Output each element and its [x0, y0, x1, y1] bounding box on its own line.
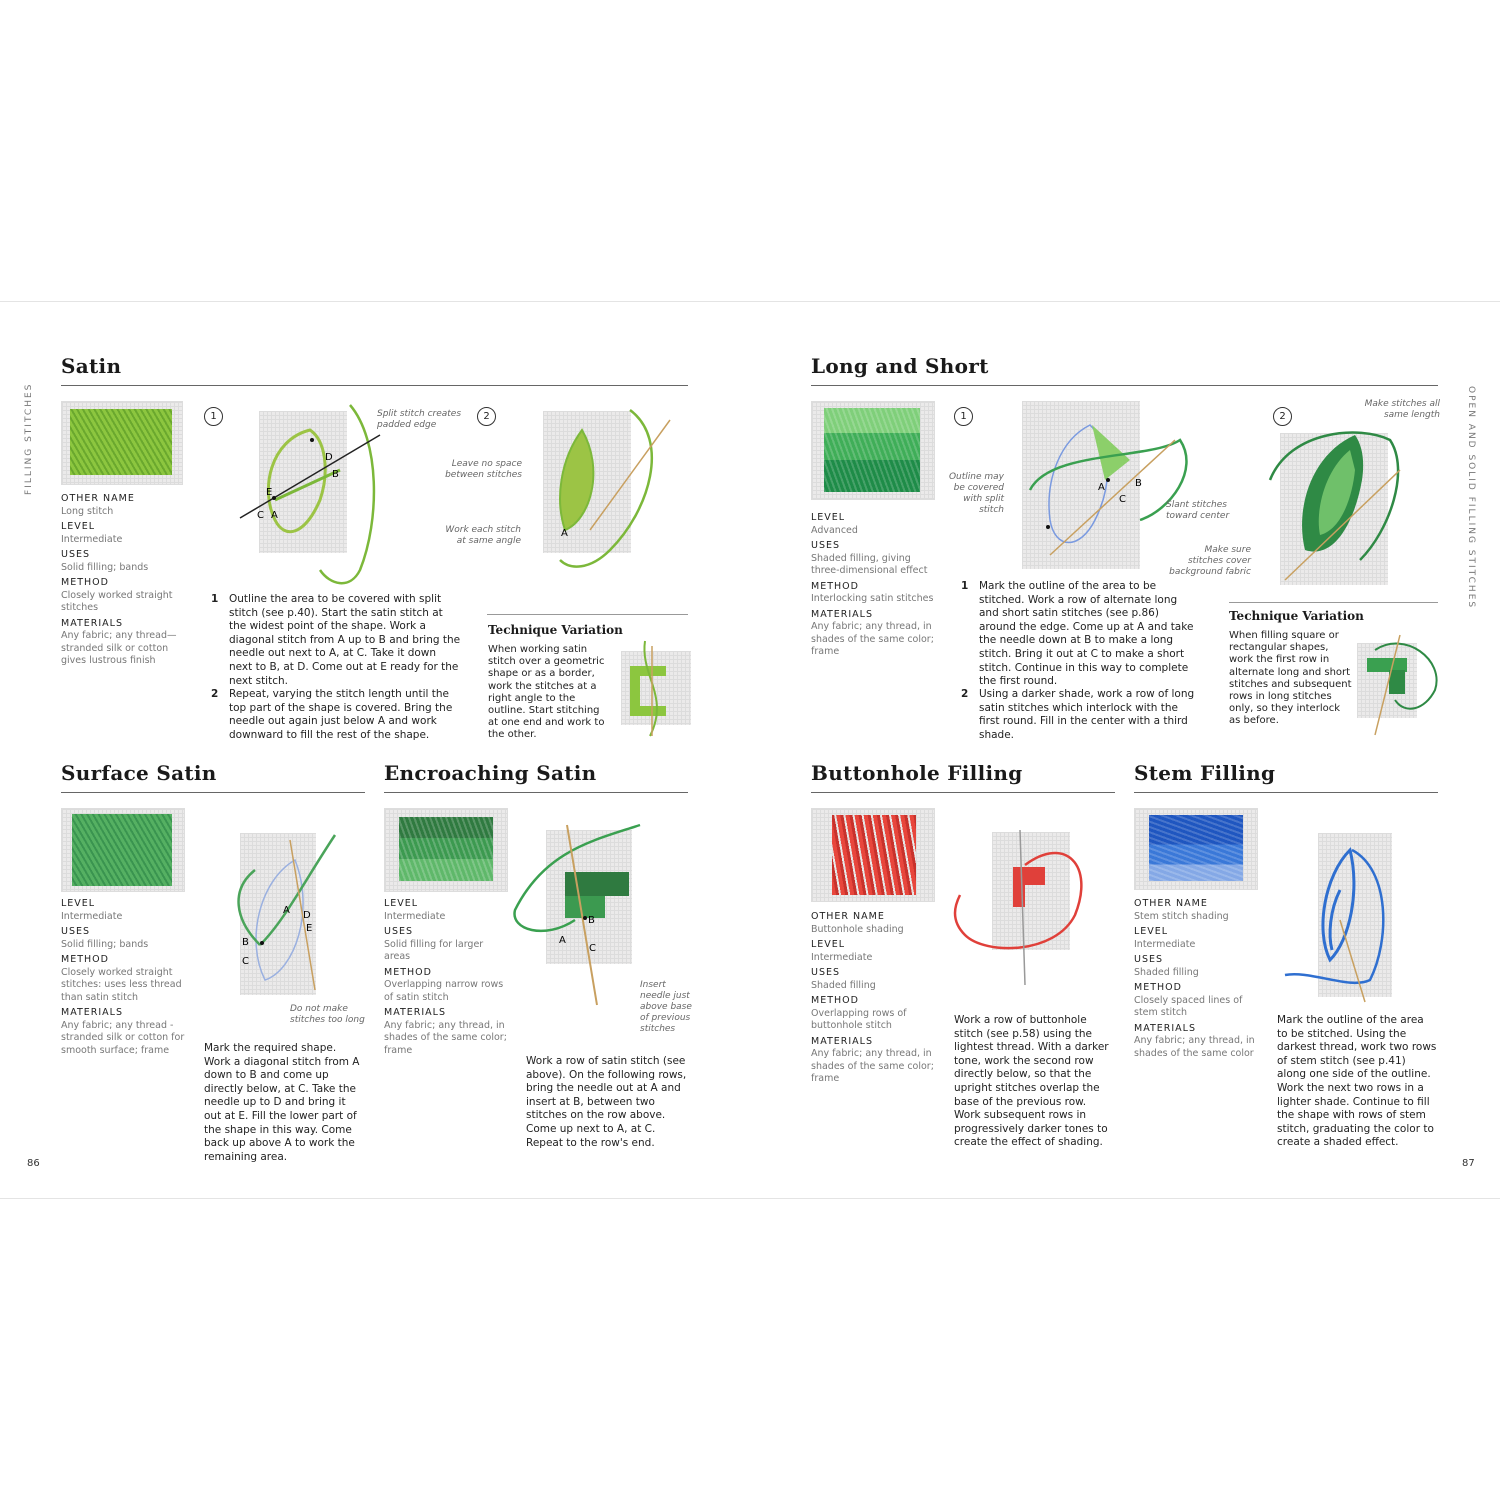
surface-letter-d: D [303, 910, 311, 921]
page-number-right: 87 [1462, 1158, 1475, 1169]
level-label: LEVEL [1134, 926, 1169, 937]
stem-swatch [1134, 808, 1258, 890]
surface-letter-a: A [283, 905, 290, 916]
page-number-left: 86 [27, 1158, 40, 1169]
stem-rule [1134, 792, 1438, 793]
uses-label: USES [811, 967, 841, 978]
surface-satin-rule [61, 792, 365, 793]
long-short-note-outline: Outline may be covered with split stitch [948, 472, 1004, 515]
surface-satin-materials: Any fabric; any thread - stranded silk or cotton for smooth surface; frame [61, 1019, 185, 1056]
stem-uses: Shaded filling [1134, 966, 1199, 978]
encroaching-rule [384, 792, 688, 793]
encroaching-swatch [384, 808, 508, 892]
long-short-note-cover: Make sure stitches cover background fabric [1169, 545, 1251, 577]
long-short-tv-text: When filling square or rectangular shapes, work the first row in alternate long and short stitches and subsequent rows in long stitches only, so they interlock as before. [1229, 630, 1352, 727]
level-label: LEVEL [61, 898, 96, 909]
long-short-tv-title: Technique Variation [1229, 609, 1364, 623]
surface-letter-c: C [242, 956, 249, 967]
encroaching-note: Insert needle just above base of previous stitches [640, 980, 692, 1034]
long-short-rule [811, 385, 1438, 386]
materials-label: MATERIALS [384, 1007, 446, 1018]
long-short-tv-illustration [1345, 630, 1445, 740]
long-short-note-length: Make stitches all same length [1364, 399, 1440, 420]
other-name-label: OTHER NAME [811, 911, 885, 922]
buttonhole-text: Work a row of buttonhole stitch (see p.58) using the lightest thread. With a darker tone, work the second row directly below, so that the upright stitches overlap the base of the previous row. Work subsequent rows in progressively darker tones to create the effect of shading. [954, 1014, 1109, 1149]
encroaching-letter-c: C [589, 943, 596, 954]
buttonhole-info [811, 908, 936, 1086]
long-short-method: Interlocking satin stitches [811, 593, 934, 604]
satin-method: Closely worked straight stitches [61, 589, 173, 613]
long-short-letter-a: A [1098, 482, 1105, 493]
satin-step1-illustration [230, 400, 390, 600]
surface-satin-title: Surface Satin [61, 761, 217, 785]
satin-materials: Any fabric; any thread—stranded silk or cotton gives lustrous finish [61, 630, 177, 666]
satin-step2-marker: 2 [477, 407, 496, 426]
stem-materials: Any fabric; any thread, in shades of the same color [1134, 1035, 1255, 1059]
buttonhole-title: Buttonhole Filling [811, 761, 1023, 785]
satin-letter-d: D [325, 452, 333, 463]
satin-step1-text: Outline the area to be covered with split stitch (see p.40). Start the satin stitch at the widest point of the shape. Work a diagonal stitch from A up to B and bring the needle out next to A, at C. Take it down next to B, at D. Come out at E ready for the next stitch. [229, 593, 461, 687]
satin-note-angle: Work each stitch at same angle [445, 525, 521, 546]
satin-letter-b: B [332, 469, 339, 480]
satin-note-split: Split stitch creates padded edge [377, 409, 462, 430]
long-short-swatch [811, 401, 935, 500]
surface-satin-method: Closely worked straight stitches: uses less thread than satin stitch [61, 966, 182, 1003]
buttonhole-swatch [811, 808, 935, 902]
satin-uses: Solid filling; bands [61, 561, 149, 573]
surface-satin-info [61, 895, 186, 1057]
method-label: METHOD [1134, 982, 1182, 993]
long-short-step2-marker: 2 [1273, 407, 1292, 426]
long-short-materials: Any fabric; any thread, in shades of the same color; frame [811, 621, 934, 657]
uses-label: USES [1134, 954, 1164, 965]
long-short-letter-b: B [1135, 478, 1142, 489]
encroaching-letter-b: B [588, 915, 595, 926]
buttonhole-method: Overlapping rows of buttonhole stitch [811, 1007, 907, 1031]
encroaching-text: Work a row of satin stitch (see above). On the following rows, bring the needle out at A and insert at B, between two stitches on the row above. Come up next to A, at C. Repeat to the row's end. [526, 1055, 687, 1149]
surface-satin-uses: Solid filling; bands [61, 938, 149, 950]
long-short-step1-marker: 1 [954, 407, 973, 426]
encroaching-letter-a: A [559, 935, 566, 946]
other-name-label: OTHER NAME [61, 493, 135, 504]
stem-method: Closely spaced lines of stem stitch [1134, 994, 1243, 1018]
long-short-level: Advanced [811, 524, 858, 536]
encroaching-level: Intermediate [384, 910, 446, 922]
satin-letter-c: C [257, 510, 264, 521]
satin-step2-letter-a: A [561, 528, 568, 539]
stem-info [1134, 895, 1259, 1060]
method-label: METHOD [811, 995, 859, 1006]
satin-tv-title: Technique Variation [488, 623, 623, 637]
buttonhole-uses: Shaded filling [811, 979, 876, 991]
surface-letter-b: B [242, 937, 249, 948]
surface-satin-note: Do not make stitches too long [290, 1004, 365, 1025]
long-short-tv-rule [1229, 602, 1438, 603]
satin-other-name: Long stitch [61, 505, 114, 517]
buttonhole-materials: Any fabric; any thread, in shades of the same color; frame [811, 1048, 934, 1084]
long-short-step2-text: Using a darker shade, work a row of long satin stitches which interlock with the first round. Fill in the center with a third shade. [979, 688, 1195, 741]
encroaching-info [384, 895, 509, 1057]
long-short-note-slant: Slant stitches toward center [1166, 500, 1230, 521]
surface-satin-illustration [225, 830, 345, 1000]
long-short-info [811, 509, 936, 659]
long-short-letter-c: C [1119, 494, 1126, 505]
method-label: METHOD [384, 966, 432, 978]
running-head-left: FILLING STITCHES [24, 382, 34, 495]
materials-label: MATERIALS [61, 617, 123, 629]
long-short-title: Long and Short [811, 354, 989, 378]
materials-label: MATERIALS [811, 608, 873, 620]
long-short-step1-text: Mark the outline of the area to be stitched. Work a row of alternate long and short satin stitches (see p.86) around the edge. Come up at A and take the needle down at B to make a long stitch. Bring it out at C to make a short stitch. Continue in this way to complete the first round. [979, 580, 1194, 688]
satin-step1-marker: 1 [204, 407, 223, 426]
uses-label: USES [61, 926, 91, 937]
buttonhole-level: Intermediate [811, 951, 873, 963]
satin-tv-text: When working satin stitch over a geometric shape or as a border, work the stitches at a right angle to the outline. Start stitching at one end and work to the other. [488, 644, 605, 741]
satin-step2-text: Repeat, varying the stitch length until the top part of the shape is covered. Bring the needle out again just below A and work downward to fill the rest of the shape. [229, 688, 453, 741]
materials-label: MATERIALS [811, 1035, 873, 1047]
encroaching-illustration [505, 820, 655, 1020]
surface-satin-level: Intermediate [61, 910, 123, 922]
method-label: METHOD [61, 954, 109, 965]
satin-swatch [61, 401, 183, 485]
satin-letter-e: E [266, 487, 273, 498]
satin-info [61, 490, 181, 668]
encroaching-uses: Solid filling for larger areas [384, 938, 484, 962]
materials-label: MATERIALS [1134, 1022, 1196, 1034]
stem-title: Stem Filling [1134, 761, 1276, 785]
buttonhole-rule [811, 792, 1115, 793]
materials-label: MATERIALS [61, 1007, 123, 1018]
running-head-right: OPEN AND SOLID FILLING STITCHES [1466, 386, 1476, 610]
satin-level: Intermediate [61, 533, 123, 545]
encroaching-title: Encroaching Satin [384, 761, 597, 785]
method-label: METHOD [811, 580, 859, 592]
stem-text: Mark the outline of the area to be stitched. Using the darkest thread, work two rows of stem stitch (see p.41) along one side of the outline. Work the next two rows in a lighter shade. Continue to fill the shape with rows of stem stitch, graduating the color to create a shaded effect. [1277, 1014, 1437, 1149]
satin-tv-illustration [600, 636, 700, 746]
level-label: LEVEL [61, 521, 96, 532]
uses-label: USES [384, 926, 414, 937]
surface-satin-text: Mark the required shape. Work a diagonal stitch from A down to B and come up directly below, at C. Take the needle up to D and bring it out at E. Fill the lower part of the shape in this way. Come back up above A to work the remaining area. [204, 1042, 360, 1163]
level-label: LEVEL [384, 898, 419, 909]
buttonhole-illustration [945, 825, 1105, 995]
uses-label: USES [61, 549, 91, 560]
satin-letter-a: A [271, 510, 278, 521]
stem-level: Intermediate [1134, 938, 1196, 950]
encroaching-materials: Any fabric; any thread, in shades of the same color; frame [384, 1019, 507, 1056]
satin-step2-illustration [530, 400, 680, 580]
satin-note-leave: Leave no space between stitches [445, 459, 522, 480]
level-label: LEVEL [811, 512, 846, 523]
surface-satin-swatch [61, 808, 185, 892]
satin-title: Satin [61, 354, 122, 378]
buttonhole-other-name: Buttonhole shading [811, 923, 904, 935]
long-short-uses: Shaded filling, giving three-dimensional effect [811, 552, 928, 576]
level-label: LEVEL [811, 939, 846, 950]
other-name-label: OTHER NAME [1134, 898, 1208, 909]
long-short-step2-illustration [1250, 410, 1450, 590]
uses-label: USES [811, 540, 841, 551]
method-label: METHOD [61, 577, 109, 588]
stem-other-name: Stem stitch shading [1134, 910, 1229, 922]
satin-rule [61, 385, 688, 386]
stem-illustration [1280, 830, 1440, 1010]
surface-letter-e: E [306, 923, 313, 934]
encroaching-method: Overlapping narrow rows of satin stitch [384, 979, 504, 1003]
satin-tv-rule [487, 614, 688, 615]
